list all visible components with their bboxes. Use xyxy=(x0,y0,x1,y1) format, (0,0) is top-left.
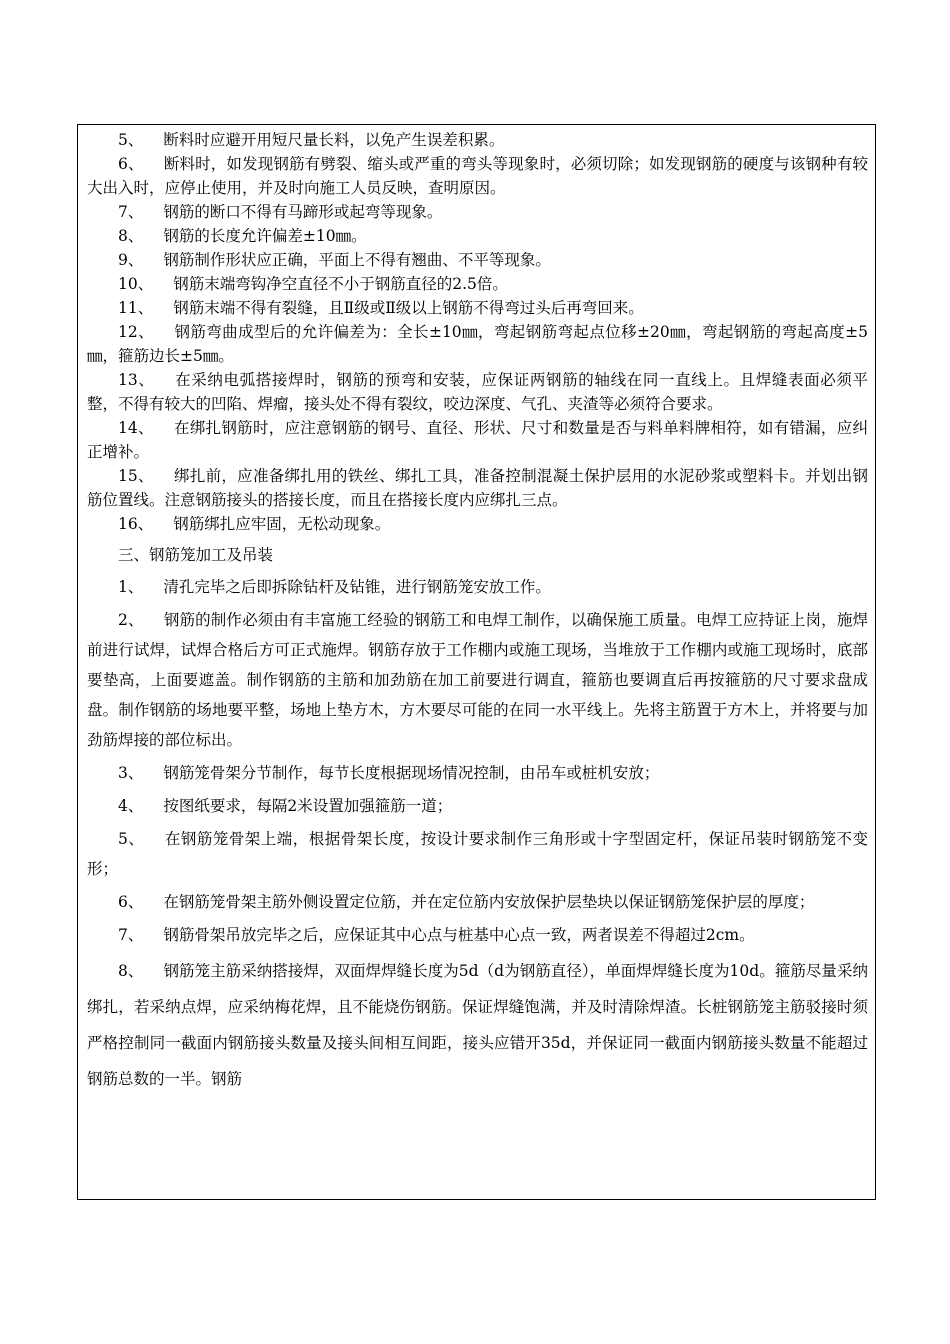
list-item-text: 钢筋绑扎应牢固，无松动现象。 xyxy=(173,515,391,533)
list-item: 8、 钢筋的长度允许偏差±10㎜。 xyxy=(118,227,367,245)
list-item-text: 在钢筋笼骨架上端，根据骨架长度，按设计要求制作三角形或十字型固定杆，保证吊装时钢筋笼不变形； xyxy=(87,830,868,878)
list-item-text: 钢筋骨架吊放完毕之后，应保证其中心点与桩基中心点一致，两者误差不得超过2cm。 xyxy=(163,926,755,944)
list-item: 3、 钢筋笼骨架分节制作，每节长度根据现场情况控制，由吊车或桩机安放； xyxy=(118,764,660,782)
list-item: 15、 绑扎前，应准备绑扎用的铁丝、绑扎工具，准备控制混凝土保护层用的水泥砂浆或塑料卡。并划出钢筋位置线。注意钢筋接头的搭接长度，而且在搭接长度内应绑扎三点。 xyxy=(87,467,868,509)
list-item: 5、 在钢筋笼骨架上端，根据骨架长度，按设计要求制作三角形或十字型固定杆，保证吊装时钢筋笼不变形； xyxy=(87,830,868,878)
list-item: 16、 钢筋绑扎应牢固，无松动现象。 xyxy=(118,515,391,533)
list-item-text: 在钢筋笼骨架主筋外侧设置定位筋，并在定位筋内安放保护层垫块以保证钢筋笼保护层的厚度； xyxy=(163,893,815,911)
list-item-text: 钢筋的长度允许偏差±10㎜。 xyxy=(163,227,367,245)
list-item: 2、 钢筋的制作必须由有丰富施工经验的钢筋工和电焊工制作，以确保施工质量。电焊工应持证上岗，施焊前进行试焊，试焊合格后方可正式施焊。钢筋存放于工作棚内或施工现场，当堆放于工作棚内或施工现场时，底部要垫高，上面要遮盖。制作钢筋的主筋和加劲筋在加工前要进行调直，箍筋也要调直后再按箍筋的尺寸要求盘成盘。制作钢筋的场地要平整，场地上垫方木，方木要尽可能的在同一水平线上。先将主筋置于方木上，并将要与加劲筋焊接的部位标出。 xyxy=(87,611,868,749)
list-item: 6、 在钢筋笼骨架主筋外侧设置定位筋，并在定位筋内安放保护层垫块以保证钢筋笼保护层的厚度； xyxy=(118,893,815,911)
list-item-text: 钢筋笼主筋采纳搭接焊，双面焊焊缝长度为5d（d为钢筋直径），单面焊焊缝长度为10d。箍筋尽量采纳绑扎，若采纳点焊，应采纳梅花焊，且不能烧伤钢筋。保证焊缝饱满，并及时清除焊渣。长桩钢筋笼主筋驳接时须严格控制同一截面内钢筋接头数量及接头间相互间距，接头应错开35d，并保证同一截面内钢筋接头数量不能超过钢筋总数的一半。钢筋 xyxy=(87,962,868,1088)
list-item-text: 断料时，如发现钢筋有劈裂、缩头或严重的弯头等现象时，必须切除；如发现钢筋的硬度与该钢种有较大出入时，应停止使用，并及时向施工人员反映，查明原因。 xyxy=(87,155,868,197)
list-item: 5、 断料时应避开用短尺量长料，以免产生误差积累。 xyxy=(118,131,505,149)
section-heading: 三、钢筋笼加工及吊装 xyxy=(118,546,274,564)
list-item: 10、 钢筋末端弯钩净空直径不小于钢筋直径的2.5倍。 xyxy=(118,275,508,293)
list-item-text: 按图纸要求，每隔2米设置加强箍筋一道； xyxy=(163,797,453,815)
list-item-text: 钢筋笼骨架分节制作，每节长度根据现场情况控制，由吊车或桩机安放； xyxy=(163,764,660,782)
list-item: 4、 按图纸要求，每隔2米设置加强箍筋一道； xyxy=(118,797,453,815)
list-item: 12、 钢筋弯曲成型后的允许偏差为：全长±10㎜，弯起钢筋弯起点位移±20㎜，弯起钢筋的弯起高度±5㎜，箍筋边长±5㎜。 xyxy=(87,323,868,365)
list-item: 14、 在绑扎钢筋时，应注意钢筋的钢号、直径、形状、尺寸和数量是否与料单料牌相符，如有错漏，应纠正增补。 xyxy=(87,419,868,461)
list-item: 6、 断料时，如发现钢筋有劈裂、缩头或严重的弯头等现象时，必须切除；如发现钢筋的硬度与该钢种有较大出入时，应停止使用，并及时向施工人员反映，查明原因。 xyxy=(87,155,868,197)
list-item-text: 钢筋制作形状应正确，平面上不得有翘曲、不平等现象。 xyxy=(163,251,551,269)
list-item-text: 在采纳电弧搭接焊时，钢筋的预弯和安装，应保证两钢筋的轴线在同一直线上。且焊缝表面必须平整，不得有较大的凹陷、焊瘤，接头处不得有裂纹，咬边深度、气孔、夹渣等必须符合要求。 xyxy=(87,371,868,413)
list-item: 9、 钢筋制作形状应正确，平面上不得有翘曲、不平等现象。 xyxy=(118,251,551,269)
list-item-text: 断料时应避开用短尺量长料，以免产生误差积累。 xyxy=(163,131,505,149)
list-item-text: 钢筋末端弯钩净空直径不小于钢筋直径的2.5倍。 xyxy=(173,275,508,293)
list-item-text: 清孔完毕之后即拆除钻杆及钻锥，进行钢筋笼安放工作。 xyxy=(163,578,551,596)
list-item-text: 在绑扎钢筋时，应注意钢筋的钢号、直径、形状、尺寸和数量是否与料单料牌相符，如有错漏，应纠正增补。 xyxy=(87,419,868,461)
list-item-text: 绑扎前，应准备绑扎用的铁丝、绑扎工具，准备控制混凝土保护层用的水泥砂浆或塑料卡。并划出钢筋位置线。注意钢筋接头的搭接长度，而且在搭接长度内应绑扎三点。 xyxy=(87,467,868,509)
document-table-cell xyxy=(77,124,876,1200)
list-item: 8、 钢筋笼主筋采纳搭接焊，双面焊焊缝长度为5d（d为钢筋直径），单面焊焊缝长度为10d。箍筋尽量采纳绑扎，若采纳点焊，应采纳梅花焊，且不能烧伤钢筋。保证焊缝饱满，并及时清除焊渣。长桩钢筋笼主筋驳接时须严格控制同一截面内钢筋接头数量及接头间相互间距，接头应错开35d，并保证同一截面内钢筋接头数量不能超过钢筋总数的一半。钢筋 xyxy=(87,962,868,1088)
list-item: 7、 钢筋骨架吊放完毕之后，应保证其中心点与桩基中心点一致，两者误差不得超过2cm。 xyxy=(118,926,755,944)
list-item-text: 钢筋弯曲成型后的允许偏差为：全长±10㎜，弯起钢筋弯起点位移±20㎜，弯起钢筋的弯起高度±5㎜，箍筋边长±5㎜。 xyxy=(87,323,868,365)
list-item: 13、 在采纳电弧搭接焊时，钢筋的预弯和安装，应保证两钢筋的轴线在同一直线上。且焊缝表面必须平整，不得有较大的凹陷、焊瘤，接头处不得有裂纹，咬边深度、气孔、夹渣等必须符合要求。 xyxy=(87,371,868,413)
document-body xyxy=(87,128,868,1097)
list-item-text: 钢筋末端不得有裂缝，且Ⅱ级或Ⅱ级以上钢筋不得弯过头后再弯回来。 xyxy=(173,299,644,317)
list-item-text: 钢筋的制作必须由有丰富施工经验的钢筋工和电焊工制作，以确保施工质量。电焊工应持证上岗，施焊前进行试焊，试焊合格后方可正式施焊。钢筋存放于工作棚内或施工现场，当堆放于工作棚内或施工现场时，底部要垫高，上面要遮盖。制作钢筋的主筋和加劲筋在加工前要进行调直，箍筋也要调直后再按箍筋的尺寸要求盘成盘。制作钢筋的场地要平整，场地上垫方木，方木要尽可能的在同一水平线上。先将主筋置于方木上，并将要与加劲筋焊接的部位标出。 xyxy=(87,611,868,749)
list-item-text: 钢筋的断口不得有马蹄形或起弯等现象。 xyxy=(163,203,443,221)
list-item: 11、 钢筋末端不得有裂缝，且Ⅱ级或Ⅱ级以上钢筋不得弯过头后再弯回来。 xyxy=(118,299,644,317)
list-item: 1、 清孔完毕之后即拆除钻杆及钻锥，进行钢筋笼安放工作。 xyxy=(118,578,551,596)
list-item: 7、 钢筋的断口不得有马蹄形或起弯等现象。 xyxy=(118,203,443,221)
